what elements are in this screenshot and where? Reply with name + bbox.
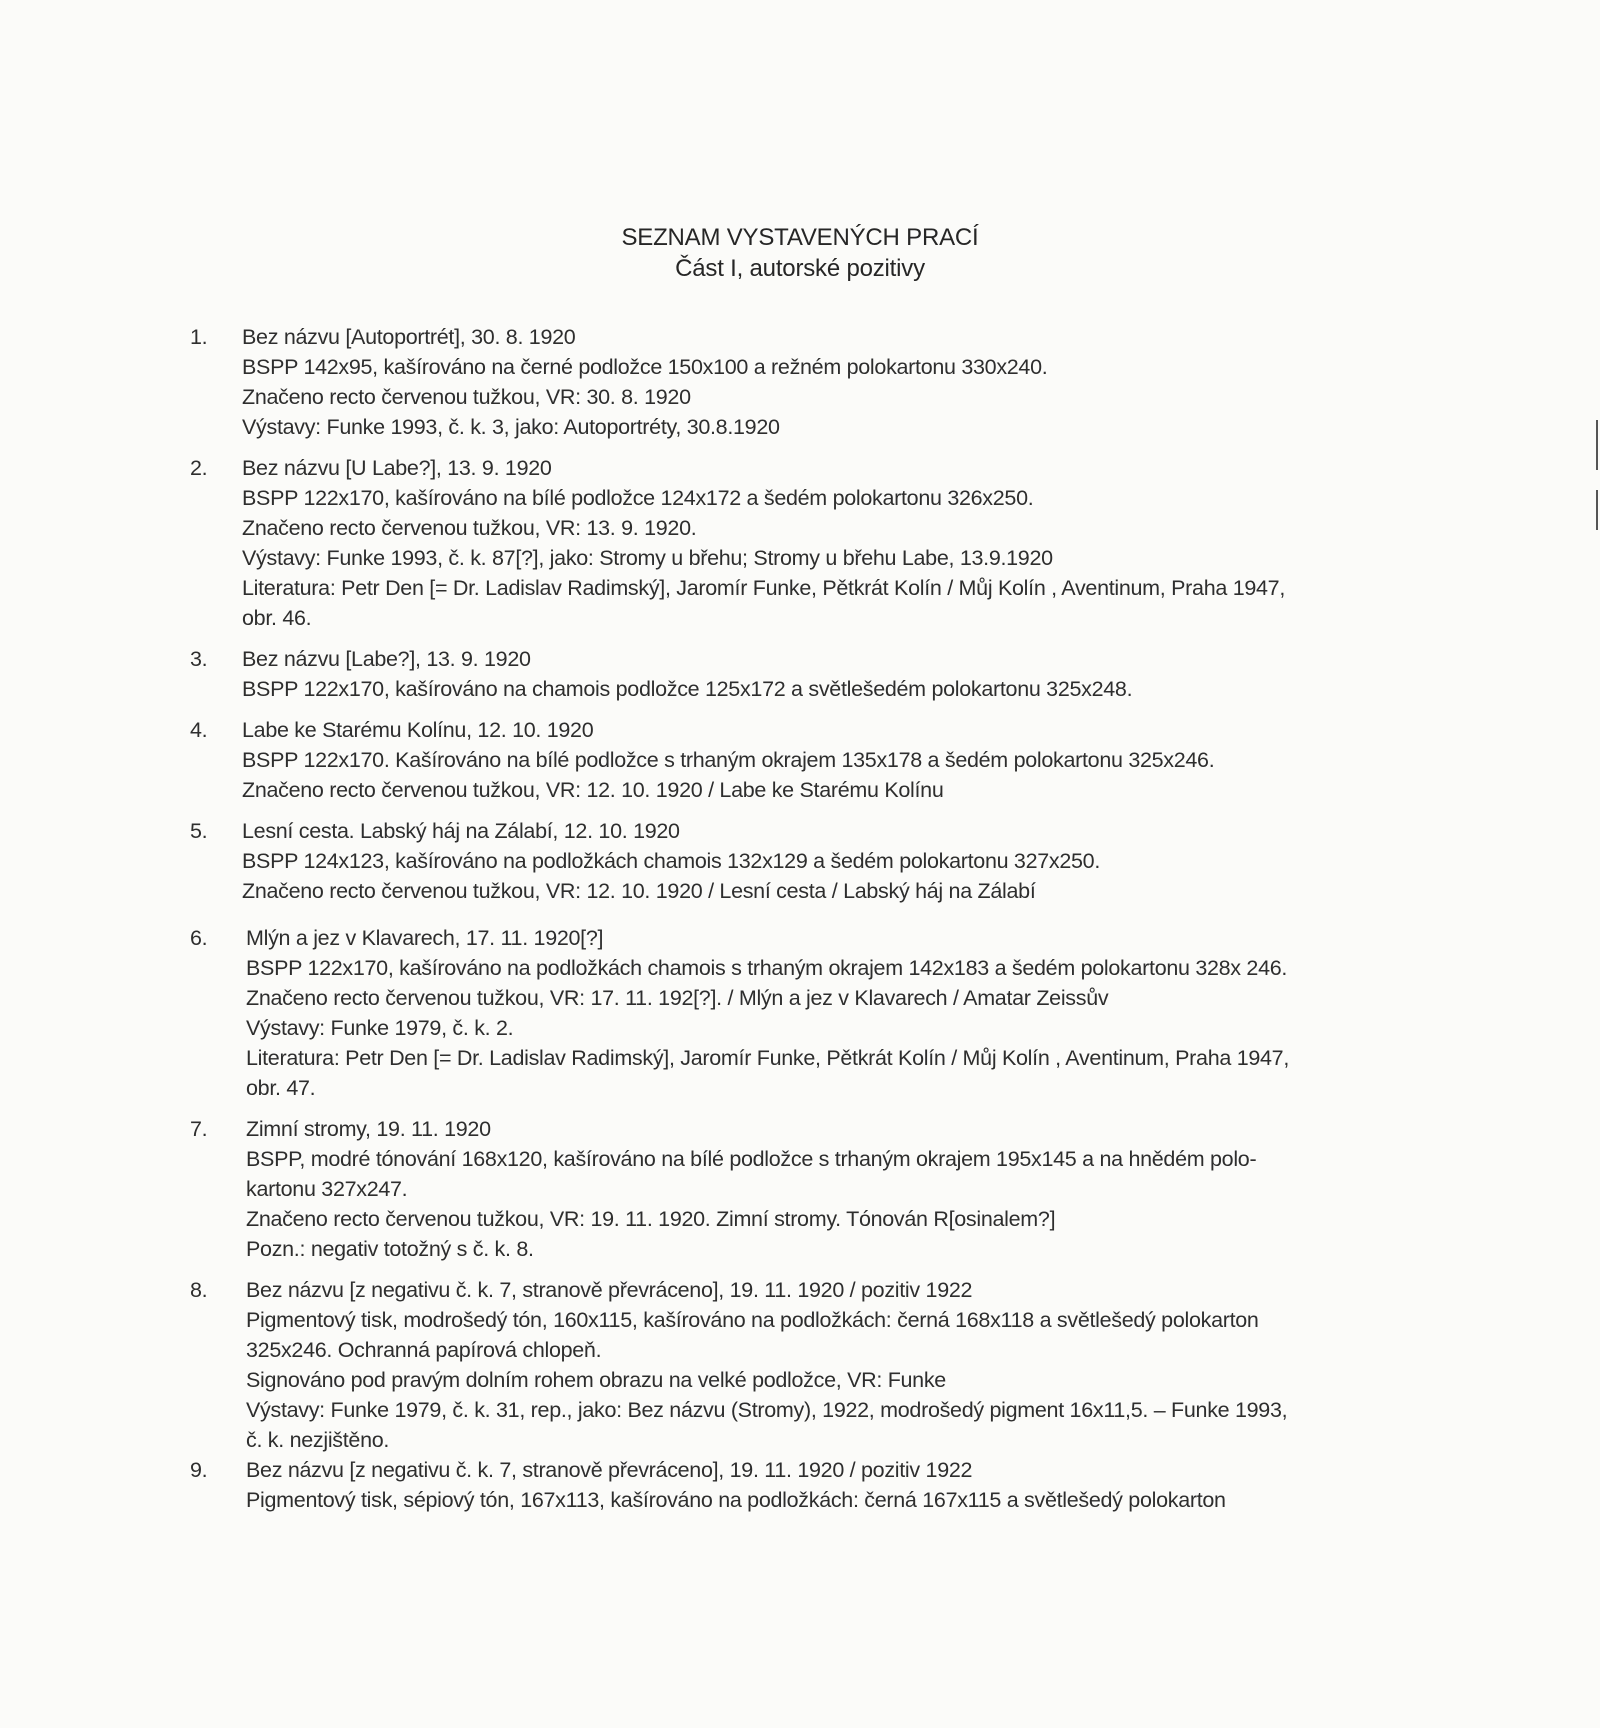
entry-title: Bez názvu [Labe?], 13. 9. 1920	[242, 647, 531, 671]
catalog-entry-2	[180, 453, 1430, 633]
page-title: SEZNAM VYSTAVENÝCH PRACÍ	[621, 224, 979, 251]
entry-marking: Značeno recto červenou tužkou, VR: 12. 10. 1920 / Lesní cesta / Labský háj na Zálabí	[242, 879, 1036, 903]
entry-description: BSPP 122x170, kašírováno na bílé podložce 124x172 a šedém polokartonu 326x250.	[242, 486, 1034, 510]
entry-description: BSPP 122x170, kašírováno na chamois podložce 125x172 a světlešedém polokartonu 325x248.	[242, 677, 1133, 701]
entry-number: 7.	[190, 1117, 208, 1141]
entry-literature-cont: obr. 47.	[246, 1076, 316, 1100]
entry-number: 1.	[190, 325, 208, 349]
entry-number: 8.	[190, 1278, 208, 1302]
entry-number: 4.	[190, 718, 208, 742]
entry-description: BSPP 122x170, kašírováno na podložkách chamois s trhaným okrajem 142x183 a šedém polokartonu 328x 246.	[246, 956, 1288, 980]
catalog-entry-6	[180, 923, 1430, 1103]
entry-description-cont: kartonu 327x247.	[246, 1177, 408, 1201]
entry-exhibitions: Výstavy: Funke 1993, č. k. 87[?], jako: Stromy u břehu; Stromy u břehu Labe, 13.9.1920	[242, 546, 1053, 570]
catalog-list	[180, 322, 1430, 1526]
entry-signature: Signováno pod pravým dolním rohem obrazu na velké podložce, VR: Funke	[246, 1368, 946, 1392]
entry-marking: Značeno recto červenou tužkou, VR: 30. 8. 1920	[242, 385, 691, 409]
entry-number: 2.	[190, 456, 208, 480]
entry-literature-cont: obr. 46.	[242, 606, 312, 630]
entry-number: 3.	[190, 647, 208, 671]
entry-title: Labe ke Starému Kolínu, 12. 10. 1920	[242, 718, 594, 742]
entry-description-cont: 325x246. Ochranná papírová chlopeň.	[246, 1338, 602, 1362]
entry-title: Bez názvu [z negativu č. k. 7, stranově převráceno], 19. 11. 1920 / pozitiv 1922	[246, 1458, 973, 1482]
entry-literature: Literatura: Petr Den [= Dr. Ladislav Radimský], Jaromír Funke, Pětkrát Kolín / Můj Kolín , Aventinum, Praha 1947,	[246, 1046, 1289, 1070]
entry-title: Zimní stromy, 19. 11. 1920	[246, 1117, 491, 1141]
entry-exhibitions: Výstavy: Funke 1979, č. k. 2.	[246, 1016, 514, 1040]
entry-exhibitions-cont: č. k. nezjištěno.	[246, 1428, 390, 1452]
entry-number: 5.	[190, 819, 208, 843]
entry-title: Lesní cesta. Labský háj na Zálabí, 12. 10. 1920	[242, 819, 680, 843]
entry-note: Pozn.: negativ totožný s č. k. 8.	[246, 1237, 534, 1261]
entry-title: Bez názvu [U Labe?], 13. 9. 1920	[242, 456, 552, 480]
page-heading	[0, 222, 1600, 284]
catalog-entry-4	[180, 715, 1430, 805]
entry-title: Bez názvu [z negativu č. k. 7, stranově převráceno], 19. 11. 1920 / pozitiv 1922	[246, 1278, 973, 1302]
entry-number: 9.	[190, 1458, 208, 1482]
catalog-entry-9	[180, 1455, 1430, 1515]
catalog-entry-3	[180, 644, 1430, 704]
page-subtitle: Část I, autorské pozitivy	[675, 255, 925, 282]
entry-exhibitions: Výstavy: Funke 1993, č. k. 3, jako: Autoportréty, 30.8.1920	[242, 415, 780, 439]
entry-description: BSPP 142x95, kašírováno na černé podložce 150x100 a režném polokartonu 330x240.	[242, 355, 1048, 379]
scan-edge-mark	[1596, 420, 1598, 470]
entry-description: BSPP, modré tónování 168x120, kašírováno na bílé podložce s trhaným okrajem 195x145 a na hnědém polo-	[246, 1147, 1257, 1171]
catalog-entry-1	[180, 322, 1430, 442]
entry-literature: Literatura: Petr Den [= Dr. Ladislav Radimský], Jaromír Funke, Pětkrát Kolín / Můj Kolín , Aventinum, Praha 1947,	[242, 576, 1285, 600]
entry-marking: Značeno recto červenou tužkou, VR: 17. 11. 192[?]. / Mlýn a jez v Klavarech / Amatar Zeissův	[246, 986, 1109, 1010]
entry-marking: Značeno recto červenou tužkou, VR: 13. 9. 1920.	[242, 516, 697, 540]
catalog-entry-8	[180, 1275, 1430, 1455]
entry-description: BSPP 122x170. Kašírováno na bílé podložce s trhaným okrajem 135x178 a šedém polokartonu 325x246.	[242, 748, 1215, 772]
entry-number: 6.	[190, 926, 208, 950]
entry-description: Pigmentový tisk, modrošedý tón, 160x115, kašírováno na podložkách: černá 168x118 a světlešedý polokarton	[246, 1308, 1259, 1332]
entry-description: BSPP 124x123, kašírováno na podložkách chamois 132x129 a šedém polokartonu 327x250.	[242, 849, 1100, 873]
entry-exhibitions: Výstavy: Funke 1979, č. k. 31, rep., jako: Bez názvu (Stromy), 1922, modrošedý pigment 16x11,5. – Funke 1993,	[246, 1398, 1288, 1422]
entry-description: Pigmentový tisk, sépiový tón, 167x113, kašírováno na podložkách: černá 167x115 a světlešedý polokarton	[246, 1488, 1226, 1512]
scan-edge-mark	[1596, 490, 1598, 530]
entry-marking: Značeno recto červenou tužkou, VR: 19. 11. 1920. Zimní stromy. Tónován R[osinalem?]	[246, 1207, 1056, 1231]
entry-title: Bez názvu [Autoportrét], 30. 8. 1920	[242, 325, 576, 349]
catalog-entry-7	[180, 1114, 1430, 1264]
entry-title: Mlýn a jez v Klavarech, 17. 11. 1920[?]	[246, 926, 604, 950]
entry-marking: Značeno recto červenou tužkou, VR: 12. 10. 1920 / Labe ke Starému Kolínu	[242, 778, 944, 802]
catalog-entry-5	[180, 816, 1430, 906]
